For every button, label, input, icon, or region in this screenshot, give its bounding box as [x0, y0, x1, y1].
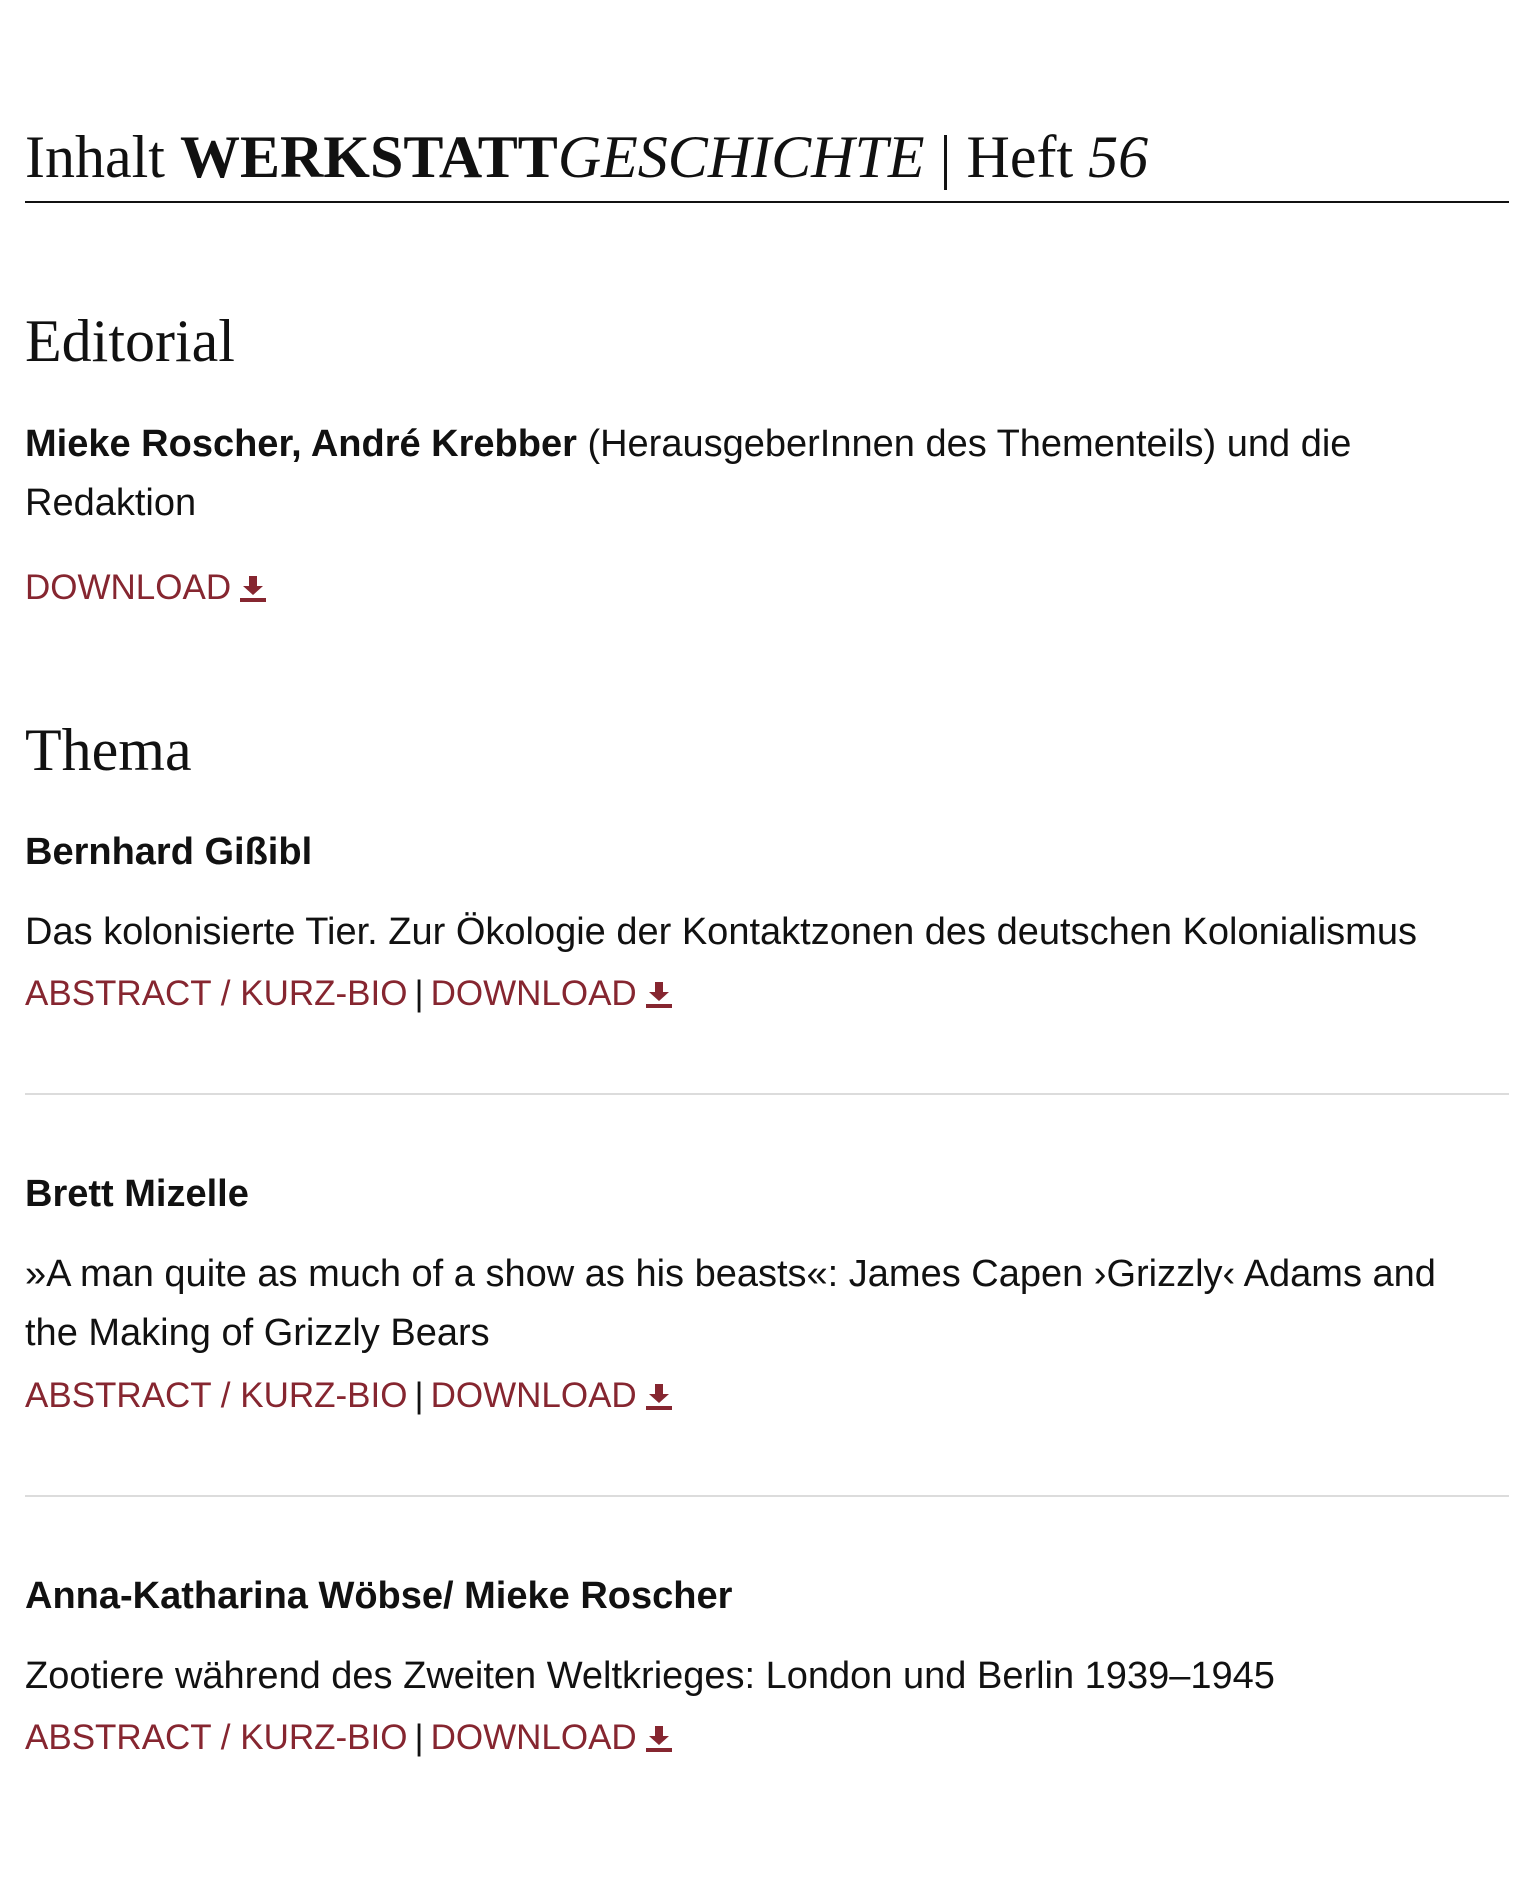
download-label: DOWNLOAD: [430, 974, 637, 1013]
download-icon: [646, 1724, 672, 1752]
article-author: [25, 1567, 732, 1626]
link-separator: |: [414, 1376, 424, 1415]
editorial-download-link[interactable]: [25, 568, 266, 607]
abstract-bio-link[interactable]: ABSTRACT / KURZ-BIO: [25, 1376, 408, 1415]
download-label: DOWNLOAD: [430, 1376, 637, 1415]
article-links: [25, 970, 672, 1018]
section-heading-editorial: Editorial: [25, 308, 235, 374]
article-download-link[interactable]: [431, 974, 672, 1013]
section-heading-thema: Thema: [25, 717, 192, 783]
issue-number: 56: [1088, 124, 1149, 190]
page-title: [25, 118, 1148, 196]
abstract-bio-link[interactable]: ABSTRACT / KURZ-BIO: [25, 974, 408, 1013]
download-icon: [646, 980, 672, 1008]
title-rule: [25, 201, 1509, 203]
article-author: [25, 823, 312, 882]
article-title: »A man quite as much of a show as his beasts«: James Capen ›Grizzly‹ Adams and the Making of Grizzly Bears: [25, 1253, 1436, 1354]
article-download-link[interactable]: [431, 1376, 672, 1415]
link-separator: |: [414, 1718, 424, 1757]
article-title: Zootiere während des Zweiten Weltkrieges: London und Berlin 1939–1945: [25, 1655, 1275, 1697]
editorial-authors-note: (HerausgeberInnen des Thementeils) und die Redaktion: [25, 423, 1352, 524]
download-icon: [240, 574, 266, 602]
download-icon: [646, 1382, 672, 1410]
article-title: Das kolonisierte Tier. Zur Ökologie der Kontaktzonen des deutschen Kolonialismus: [25, 911, 1417, 953]
article-author-name: Anna-Katharina Wöbse/ Mieke Roscher: [25, 1575, 733, 1617]
journal-name-italic: GESCHICHTE: [557, 124, 925, 190]
issue-separator: | Heft: [924, 124, 1089, 190]
editorial-authors: [25, 415, 1509, 533]
article-divider: [25, 1495, 1509, 1497]
download-label: DOWNLOAD: [25, 568, 232, 607]
editorial-authors-names: Mieke Roscher, André Krebber: [25, 423, 577, 465]
article-author-name: Bernhard Gißibl: [25, 831, 313, 873]
article-download-link[interactable]: [431, 1718, 672, 1757]
abstract-bio-link[interactable]: ABSTRACT / KURZ-BIO: [25, 1718, 408, 1757]
article-author-name: Brett Mizelle: [25, 1173, 249, 1215]
download-label: DOWNLOAD: [430, 1718, 637, 1757]
article-links: [25, 1372, 672, 1420]
article-links: [25, 1714, 672, 1762]
article-divider: [25, 1093, 1509, 1095]
editorial-links: [25, 564, 266, 612]
article-author: [25, 1165, 249, 1224]
title-prefix: Inhalt: [25, 124, 180, 190]
link-separator: |: [414, 974, 424, 1013]
journal-name-bold: WERKSTATT: [179, 124, 558, 190]
